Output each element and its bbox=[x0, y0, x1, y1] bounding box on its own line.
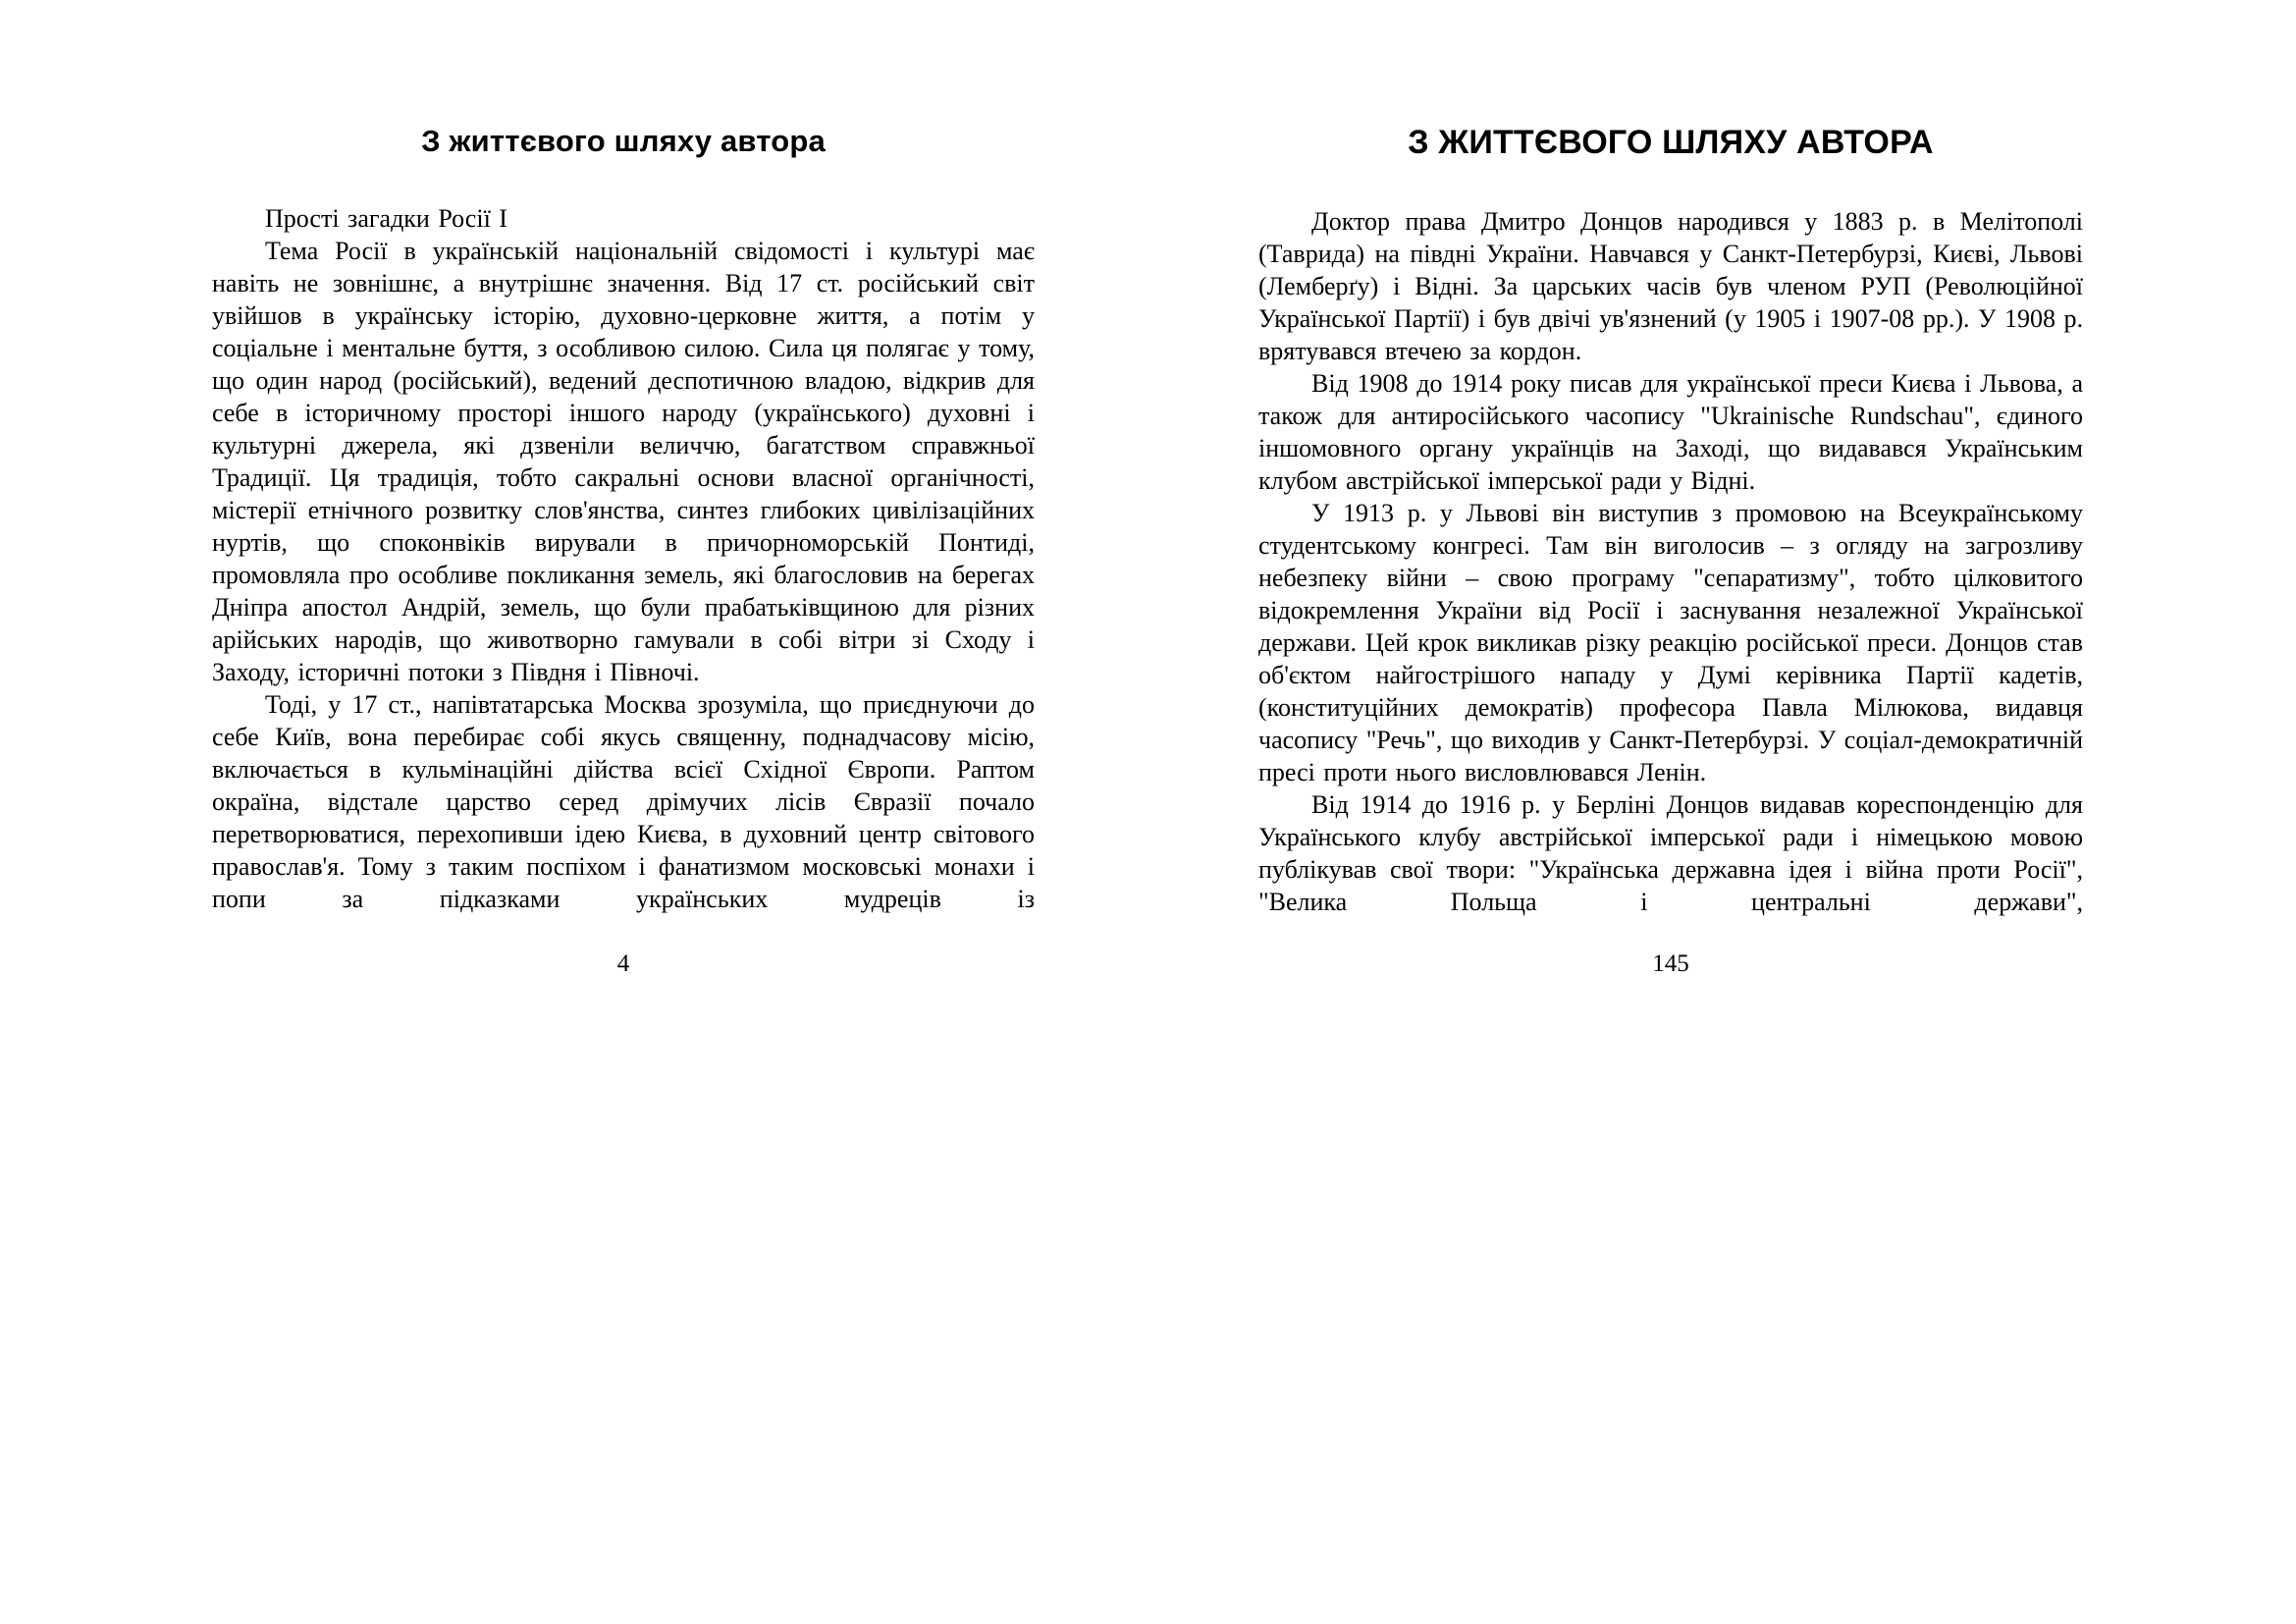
right-page-title: З ЖИТТЄВОГО ШЛЯХУ АВТОРА bbox=[1408, 124, 1934, 161]
right-paragraph-1: Доктор права Дмитро Донцов народився у 1883 р. в Мелітополі (Таврида) на півдні України. Навчався у Санкт-Петербурзі, Києві, Львові (Лемберґу) і Відні. За царських часів був членом РУП (Революційної Української Партії) і був двічі ув'язнений (у 1905 і 1907-08 рр.). У 1908 р. врятувався втечею за кордон. bbox=[1258, 207, 2083, 365]
left-text-block bbox=[212, 124, 1035, 915]
left-paragraph-1: Тема Росії в українській національній свідомості і культурі має навіть не зовнішнє, а внутрішнє значення. Від 17 ст. російський світ увійшов в українську історію, духовно-церковне життя, а потім у соціальне і ментальне буття, з особливою силою. Сила ця полягає у тому, що один народ (російський), ведений деспотичною владою, відкрив для себе в історичному просторі іншого народу (українського) духовні і культурні джерела, які дзвеніли величчю, багатством справжньої Традиції. Ця традиція, тобто сакральні основи власної органічності, містерії етнічного розвитку слов'янства, синтез глибоких цивілізаційних нуртів, що споконвіків вирували в причорноморській Понтиді, промовляла про особливе покликання земель, які благословив на берегах Дніпра апостол Андрій, земель, що були прабатьківщиною для різних арійських народів, що животворно гамували в собі вітри зі Сходу і Заходу, історичні потоки з Півдня і Півночі. bbox=[212, 237, 1035, 686]
left-page-number: 4 bbox=[616, 950, 630, 977]
page-right bbox=[1148, 0, 2296, 1624]
right-text-block bbox=[1258, 124, 2083, 918]
left-paragraph-2: Тоді, у 17 ст., напівтатарська Москва зрозуміла, що приєднуючи до себе Київ, вона перебирає собі якусь священну, поднадчасову місію, включається в кульмінаційні дійства всієї Східної Європи. Раптом окраїна, відстале царство серед дрімучих лісів Євразії почало перетворюватися, перехопивши ідею Києва, в духовний центр світового православ'я. Тому з таким поспіхом і фанатизмом московські монахи і попи за підказками українських мудреців із bbox=[212, 690, 1035, 913]
left-page-title: З життєвого шляху автора bbox=[421, 124, 826, 158]
right-paragraph-2: Від 1908 до 1914 року писав для української преси Києва і Львова, а також для антиросійського часопису "Ukrainische Rundschau", єдиного іншомовного органу українців на Заході, що видавався Українським клубом австрійської імперської ради у Відні. bbox=[1258, 369, 2083, 495]
right-paragraph-3: У 1913 р. у Львові він виступив з промовою на Всеукраїнському студентському конгресі. Там він виголосив – з огляду на загрозливу небезпеку війни – свою програму "сепаратизму", тобто цілковитого відокремлення України від Росії і заснування незалежної Української держави. Цей крок викликав різку реакцію російської преси. Донцов став об'єктом найгострішого нападу у Думі керівника Партії кадетів, (конституційних демократів) професора Павла Мілюкова, видавця часопису "Речь", що виходив у Санкт-Петербурзі. У соціал-демократичній пресі проти нього висловлювався Ленін. bbox=[1258, 499, 2083, 786]
left-paragraph-subtitle: Прості загадки Росії I bbox=[265, 204, 507, 233]
right-paragraph-4: Від 1914 до 1916 р. у Берліні Донцов видавав кореспонденцію для Українського клубу австрійської імперської ради і німецькою мовою публікував свої твори: "Українська державна ідея і війна проти Росії", "Велика Польща і центральні держави", bbox=[1258, 790, 2083, 916]
right-page-number: 145 bbox=[1652, 950, 1689, 977]
